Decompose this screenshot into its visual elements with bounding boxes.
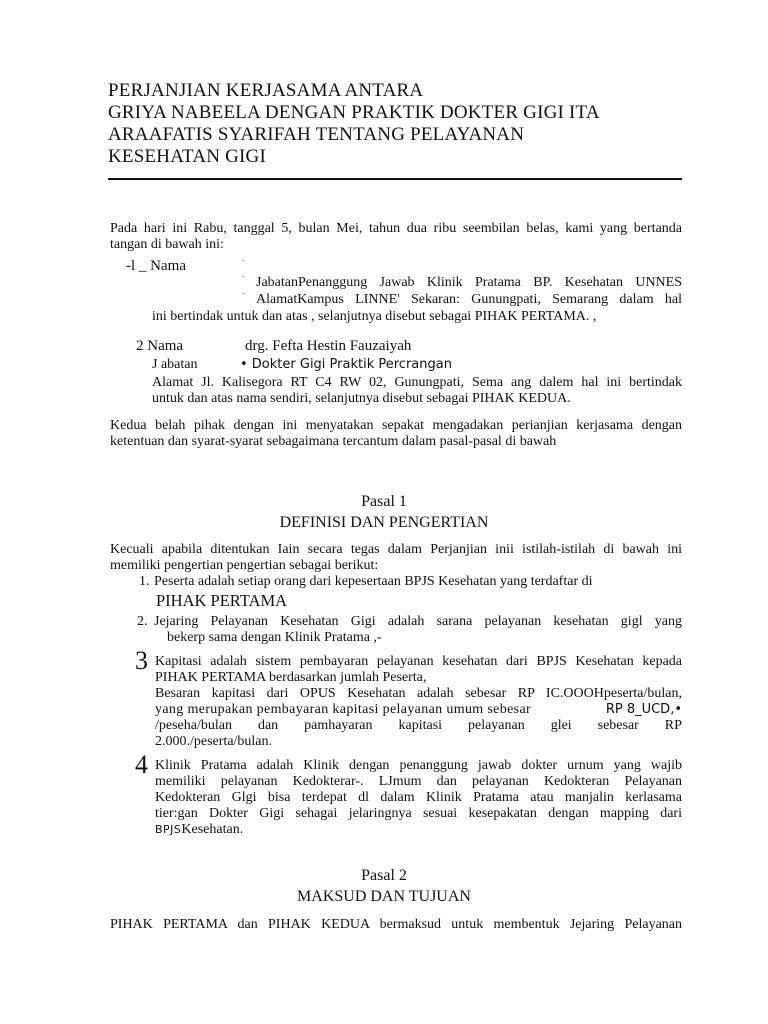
item-text-line [155, 718, 682, 735]
party-one-name-label: -l _ Nama [126, 258, 186, 274]
item-text: yang merupakan pembayaran kapitasi pelayanan umum sebesar [155, 702, 532, 717]
intro-line: tangan di bawah ini: [110, 237, 224, 252]
form-mark: - [242, 289, 245, 298]
party-two-name-label: 2 Nama [136, 338, 184, 354]
title-line: KESEHATAN GIGI [108, 146, 267, 167]
item-text: PIHAK PERTAMA berdasarkan jumlah Peserta, [155, 670, 427, 685]
item-text-line [155, 702, 682, 719]
pasal-two-text: PIHAK PERTAMA dan PIHAK KEDUA bermaksud untuk membentuk Jejaring Pelayanan [110, 917, 682, 932]
agreement-line: Kedua belah pihak dengan ini menyatakan sepakat mengadakan perianjian kerjasama dengan [110, 418, 682, 433]
title-divider [108, 178, 682, 180]
party-two-jabatan-value: • Dokter Gigi Praktik Percrangan [240, 357, 452, 372]
pasal-two-number: Pasal 2 [361, 867, 407, 884]
title-line: ARAAFATIS SYARIFAH TENTANG PELAYANAN [108, 124, 525, 145]
item-number: 3 [135, 646, 148, 675]
party-one-statement: ini bertindak untuk dan atas , selanjutnya disebut sebagai PIHAK PERTAMA. , [152, 309, 597, 324]
item-text: Peserta adalah setiap orang dari kepesertaan BPJS Kesehatan yang terdaftar di [154, 574, 593, 589]
item-word: dan [257, 718, 279, 733]
pasal-two-title: MAKSUD DAN TUJUAN [297, 888, 471, 905]
form-mark: - [242, 272, 245, 281]
item-word: RP [664, 718, 682, 733]
item-word: glei [550, 718, 572, 733]
item-word: sebesar [597, 718, 639, 733]
party-one-jabatan: JabatanPenanggung Jawab Klinik Pratama BP. Kesehatan UNNES [256, 275, 682, 290]
intro-line: Pada hari ini Rabu, tanggal 5, bulan Mei, tahun dua ribu seembilan belas, kami yang bertanda [110, 221, 682, 236]
item-text: PIHAK PERTAMA [156, 591, 288, 610]
item-number: 4 [135, 750, 148, 779]
party-two-alamat: Alamat Jl. Kalisegora RT C4 RW 02, Gunungpati, Sema ang dalem hal ini bertindak [152, 375, 682, 390]
item-word: pamhayaran [304, 718, 373, 733]
party-two-statement: untuk dan atas nama sendiri, selanjutnya disebut sebagai PIHAK KEDUA. [152, 391, 571, 406]
item-number: 1. [139, 574, 150, 589]
item-word: /peseha/bulan [155, 718, 232, 733]
pasal-one-intro: memiliki pengertian pengertian sebagai berikut: [110, 558, 379, 573]
title-line: GRIYA NABEELA DENGAN PRAKTIK DOKTER GIGI ITA [108, 102, 600, 123]
party-one-alamat: AlamatKampus LINNE' Sekaran: Gunungpati, Semarang dalam hal [256, 292, 682, 307]
party-two-jabatan-label: J abatan [152, 357, 198, 372]
pasal-one-title: DEFINISI DAN PENGERTIAN [279, 514, 489, 531]
item-text: RP 8_UCD,• [605, 702, 682, 717]
pasal-one-number: Pasal 1 [361, 493, 407, 510]
item-text: Kapitasi adalah sistem pembayaran pelayanan kesehatan dari BPJS Kesehatan kepada [155, 654, 682, 669]
item-text: BPJS [155, 823, 182, 836]
agreement-line: ketentuan dan syarat-syarat sebagaimana tercantum dalam pasal-pasal di bawah [110, 434, 557, 449]
item-text: tier:gan Dokter Gigi sehagai jelaringnya sesuai kesepakatan dengan mapping dari [155, 806, 682, 821]
item-text: memiliki pelayanan Kedokterar-. LJmum dan pelayanan Kedokteran Pelayanan [155, 774, 682, 789]
item-text-line [155, 822, 243, 839]
title-line: PERJANJIAN KERJASAMA ANTARA [108, 80, 424, 101]
item-text: bekerp sama dengan Klinik Pratama ,- [167, 630, 382, 645]
item-text: Klinik Pratama adalah Klinik dengan penanggung jawab dokter urnum yang wajib [155, 758, 682, 773]
item-word: pelayanan [467, 718, 525, 733]
pasal-one-intro: Kecuali apabila ditentukan Iain secara tegas dalam Perjanjian inii istilah-istilah di bawah ini [110, 542, 682, 557]
item-text: Kedokteran Glgi bisa terdepat dl dalam Klinik Pratama atau manjalin kerlasama [155, 790, 682, 805]
item-number: 2. [137, 614, 148, 629]
item-text: 2.000./peserta/bulan. [155, 734, 273, 749]
item-text: Jejaring Pelayanan Kesehatan Gigi adalah sarana pelayanan kesehatan gigl yang [154, 614, 682, 629]
item-text: Besaran kapitasi dari OPUS Kesehatan adalah sebesar RP IC.OOOHpeserta/bulan, [155, 686, 682, 701]
item-text: Kesehatan. [181, 822, 244, 837]
party-two-name-value: drg. Fefta Hestin Fauzaiyah [245, 338, 412, 354]
item-word: kapitasi [398, 718, 443, 733]
form-mark: - [242, 256, 245, 265]
